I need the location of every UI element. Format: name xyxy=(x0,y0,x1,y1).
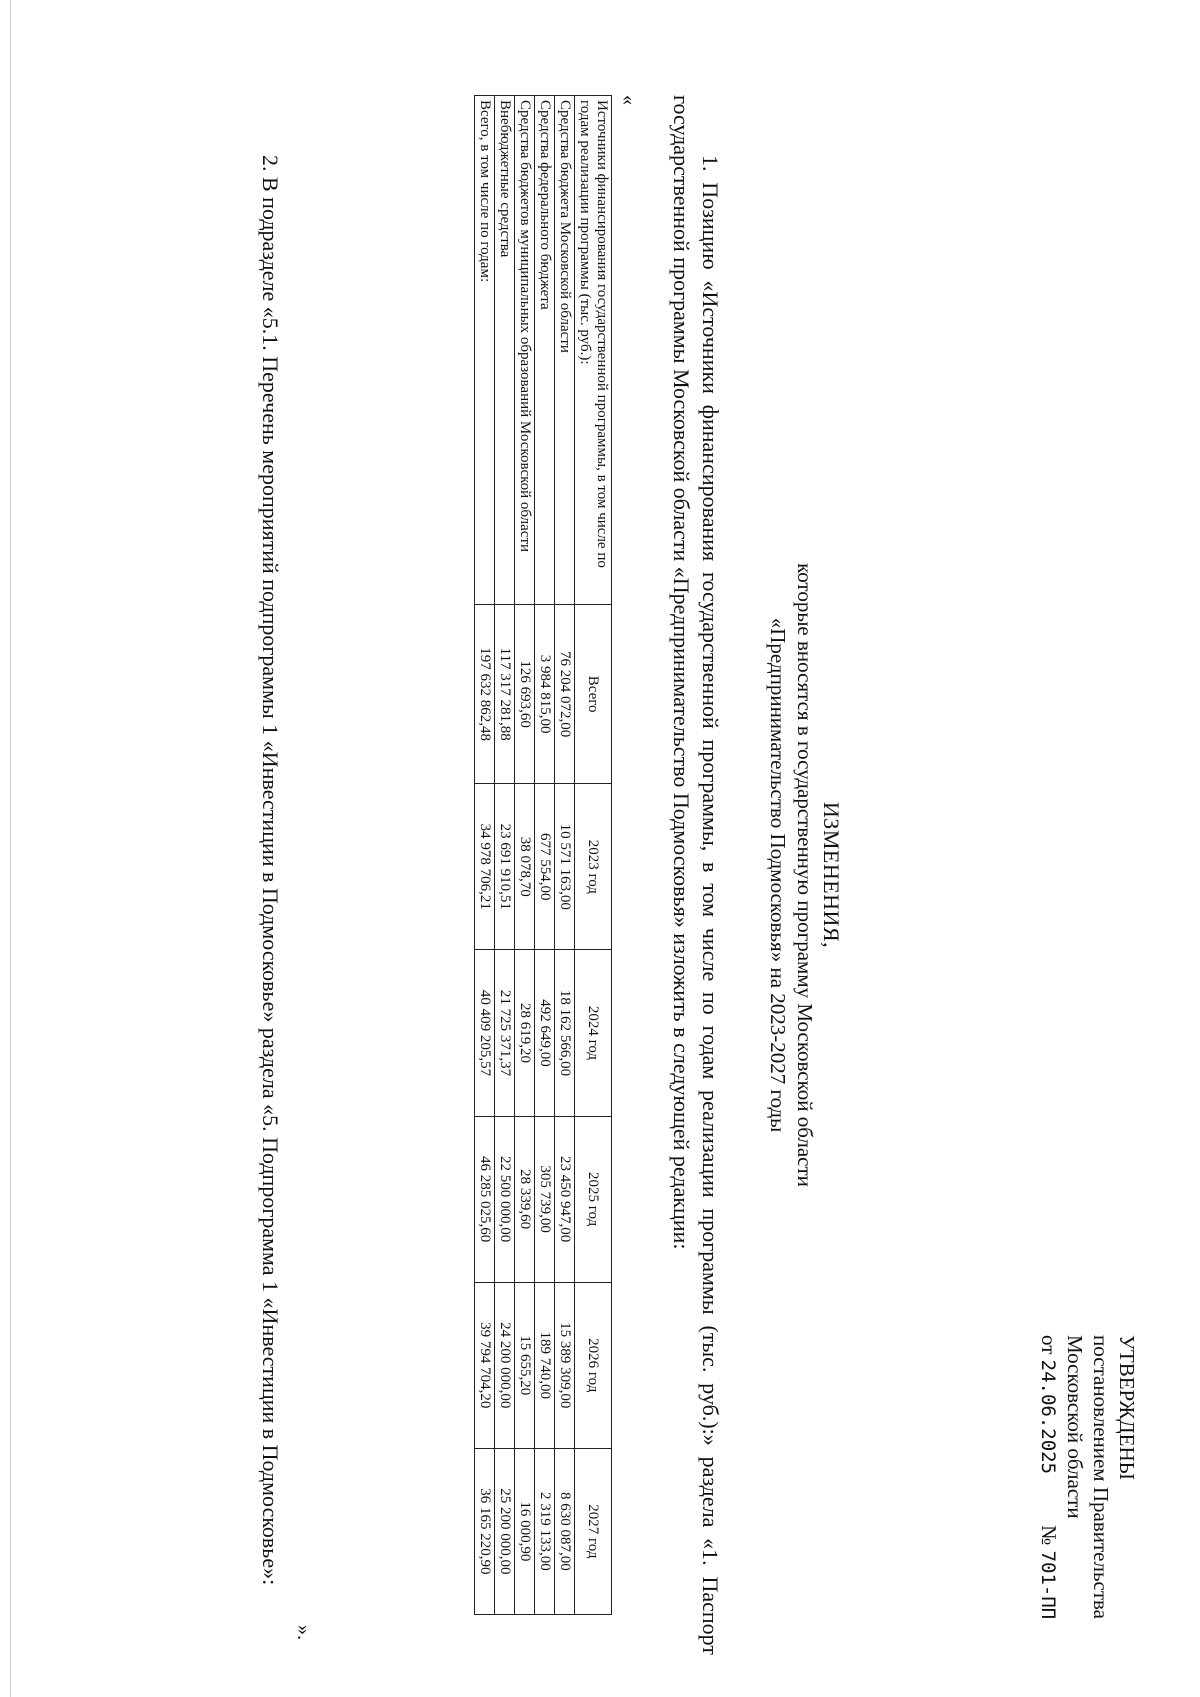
cell-value: 21 725 371,37 xyxy=(495,950,515,1116)
cell-value: 16 000,90 xyxy=(515,1448,535,1614)
header-total: Всего xyxy=(575,605,612,784)
table-row-total xyxy=(475,96,495,1615)
paragraph-1: 1. Позицию «Источники финансирования государственной программы, в том числе по годам реализации программы (тыс. руб.):» раздела «1. Паспорт государственной программы Московской области «Предпринимательство Подмосковья» изложить в следующей редакции: xyxy=(669,95,723,1655)
paragraph-2: 2. В подразделе «5.1. Перечень мероприятий подпрограммы 1 «Инвестиции в Подмосковье» раздела «5. Подпрограмма 1 «Инвестиции в Подмосковье»: xyxy=(258,155,283,1586)
cell-value: 46 285 025,60 xyxy=(475,1116,495,1282)
cell-value: 23 691 910,51 xyxy=(495,784,515,950)
quote-close: ». xyxy=(293,1625,315,1640)
cell-value: 25 200 000,00 xyxy=(495,1448,515,1614)
row-label: Средства бюджета Московской области xyxy=(555,96,575,605)
table-row xyxy=(535,96,555,1615)
table-header-row xyxy=(575,96,612,1615)
approval-line1: постановлением Правительства xyxy=(1089,1335,1113,1620)
approval-date: 24.06.2025 xyxy=(1037,1359,1059,1475)
header-2025: 2025 год xyxy=(575,1116,612,1282)
header-2023: 2023 год xyxy=(575,784,612,950)
cell-value: 39 794 704,20 xyxy=(475,1282,495,1448)
header-2024: 2024 год xyxy=(575,950,612,1116)
cell-value: 23 450 947,00 xyxy=(555,1116,575,1282)
approval-date-prefix: от xyxy=(1037,1335,1061,1355)
table-row xyxy=(555,96,575,1615)
cell-value: 492 649,00 xyxy=(535,950,555,1116)
cell-value: 36 165 220,90 xyxy=(475,1448,495,1614)
cell-value: 10 571 163,00 xyxy=(555,784,575,950)
cell-value: 117 317 281,88 xyxy=(495,605,515,784)
cell-value: 15 389 309,00 xyxy=(555,1282,575,1448)
cell-value: 8 630 087,00 xyxy=(555,1448,575,1614)
heading-line1: которые вносятся в государственную программу Московской области xyxy=(793,563,817,1187)
header-2027: 2027 год xyxy=(575,1448,612,1614)
financing-table xyxy=(474,95,612,1615)
approval-stamp xyxy=(1035,1335,1140,1655)
cell-value: 24 200 000,00 xyxy=(495,1282,515,1448)
cell-value: 677 554,00 xyxy=(535,784,555,950)
heading-line2: «Предпринимательство Подмосковья» на 2023-2027 годы xyxy=(766,617,790,1133)
cell-value: 76 204 072,00 xyxy=(555,605,575,784)
cell-value: 126 693,60 xyxy=(515,605,535,784)
cell-value: 189 740,00 xyxy=(535,1282,555,1448)
cell-value: 40 409 205,57 xyxy=(475,950,495,1116)
page-edge-line xyxy=(10,0,11,1697)
cell-value: 34 978 706,21 xyxy=(475,784,495,950)
table-row xyxy=(495,96,515,1615)
cell-value: 38 078,70 xyxy=(515,784,535,950)
document-heading xyxy=(764,245,845,1505)
table-row xyxy=(515,96,535,1615)
approval-title: УТВЕРЖДЕНЫ xyxy=(1115,1335,1139,1480)
header-source: Источники финансирования государственной программы, в том числе по годам реализации программы (тыс. руб.): xyxy=(575,96,612,605)
document-page xyxy=(45,95,1145,1655)
approval-number-prefix: № xyxy=(1037,1525,1061,1546)
heading-title: ИЗМЕНЕНИЯ, xyxy=(819,801,844,949)
quote-open: « xyxy=(618,95,640,105)
row-label: Внебюджетные средства xyxy=(495,96,515,605)
approval-number: 701-ПП xyxy=(1037,1550,1059,1620)
cell-value: 305 739,00 xyxy=(535,1116,555,1282)
approval-line2: Московской области xyxy=(1063,1335,1087,1519)
cell-value: 3 984 815,00 xyxy=(535,605,555,784)
cell-value: 15 655,20 xyxy=(515,1282,535,1448)
approval-date-line xyxy=(1035,1335,1062,1655)
header-2026: 2026 год xyxy=(575,1282,612,1448)
cell-value: 28 339,60 xyxy=(515,1116,535,1282)
cell-value: 22 500 000,00 xyxy=(495,1116,515,1282)
cell-value: 2 319 133,00 xyxy=(535,1448,555,1614)
cell-value: 28 619,20 xyxy=(515,950,535,1116)
row-label: Средства бюджетов муниципальных образований Московской области xyxy=(515,96,535,605)
row-label: Всего, в том числе по годам: xyxy=(475,96,495,605)
cell-value: 18 162 566,00 xyxy=(555,950,575,1116)
cell-value: 197 632 862,48 xyxy=(475,605,495,784)
row-label: Средства федерального бюджета xyxy=(535,96,555,605)
